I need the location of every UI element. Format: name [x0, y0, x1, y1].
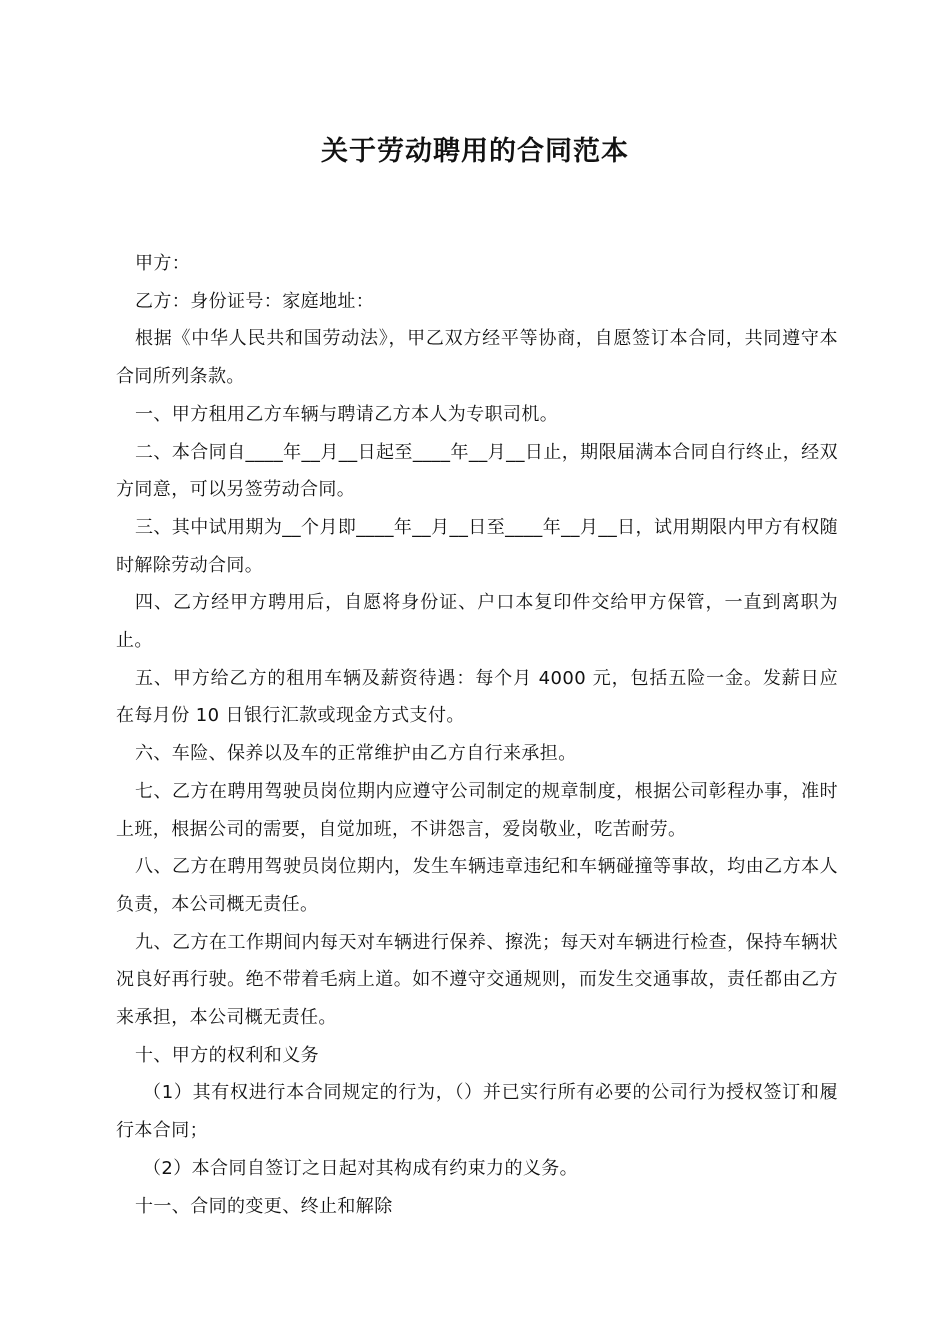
clause-2: 二、本合同自____年__月__日起至____年__月__日止，期限届满本合同自行终止，经双方同意，可以另签劳动合同。 [116, 441, 838, 501]
clause-11-heading: 十一、合同的变更、终止和解除 [135, 1195, 393, 1217]
clause-6: 六、车险、保养以及车的正常维护由乙方自行来承担。 [135, 743, 577, 765]
clause-5: 五、甲方给乙方的租用车辆及薪资待遇：每个月 4000 元，包括五险一金。发薪日应在每月份 10 日银行汇款或现金方式支付。 [116, 667, 838, 727]
clause-7: 七、乙方在聘用驾驶员岗位期内应遵守公司制定的规章制度，根据公司彰程办事，准时上班，根据公司的需要，自觉加班，不讲怨言，爱岗敬业，吃苦耐劳。 [116, 780, 838, 840]
clause-4: 四、乙方经甲方聘用后，自愿将身份证、户口本复印件交给甲方保管，一直到离职为止。 [116, 592, 838, 652]
document-body [116, 245, 838, 1225]
clause-10-item-2: （2）本合同自签订之日起对其构成有约束力的义务。 [143, 1157, 579, 1179]
clause-1: 一、甲方租用乙方车辆与聘请乙方本人为专职司机。 [135, 403, 559, 425]
clause-3: 三、其中试用期为__个月即____年__月__日至____年__月__日，试用期限内甲方有权随时解除劳动合同。 [116, 516, 838, 576]
preamble-paragraph: 根据《中华人民共和国劳动法》，甲乙双方经平等协商，自愿签订本合同，共同遵守本合同所列条款。 [116, 328, 838, 388]
clause-10-heading: 十、甲方的权利和义务 [135, 1044, 319, 1066]
party-b-line: 乙方：身份证号：家庭地址： [135, 290, 375, 312]
document-title: 关于劳动聘用的合同范本 [321, 136, 629, 167]
clause-10-item-1: （1）其有权进行本合同规定的行为，（）并已实行所有必要的公司行为授权签订和履行本合同； [116, 1082, 838, 1142]
party-a-line: 甲方： [135, 253, 191, 274]
clause-9: 九、乙方在工作期间内每天对车辆进行保养、擦洗；每天对车辆进行检查，保持车辆状况良好再行驶。绝不带着毛病上道。如不遵守交通规则，而发生交通事故，责任都由乙方来承担，本公司概无责任。 [116, 931, 838, 1029]
clause-8: 八、乙方在聘用驾驶员岗位期内，发生车辆违章违纪和车辆碰撞等事故，均由乙方本人负责，本公司概无责任。 [116, 856, 838, 915]
